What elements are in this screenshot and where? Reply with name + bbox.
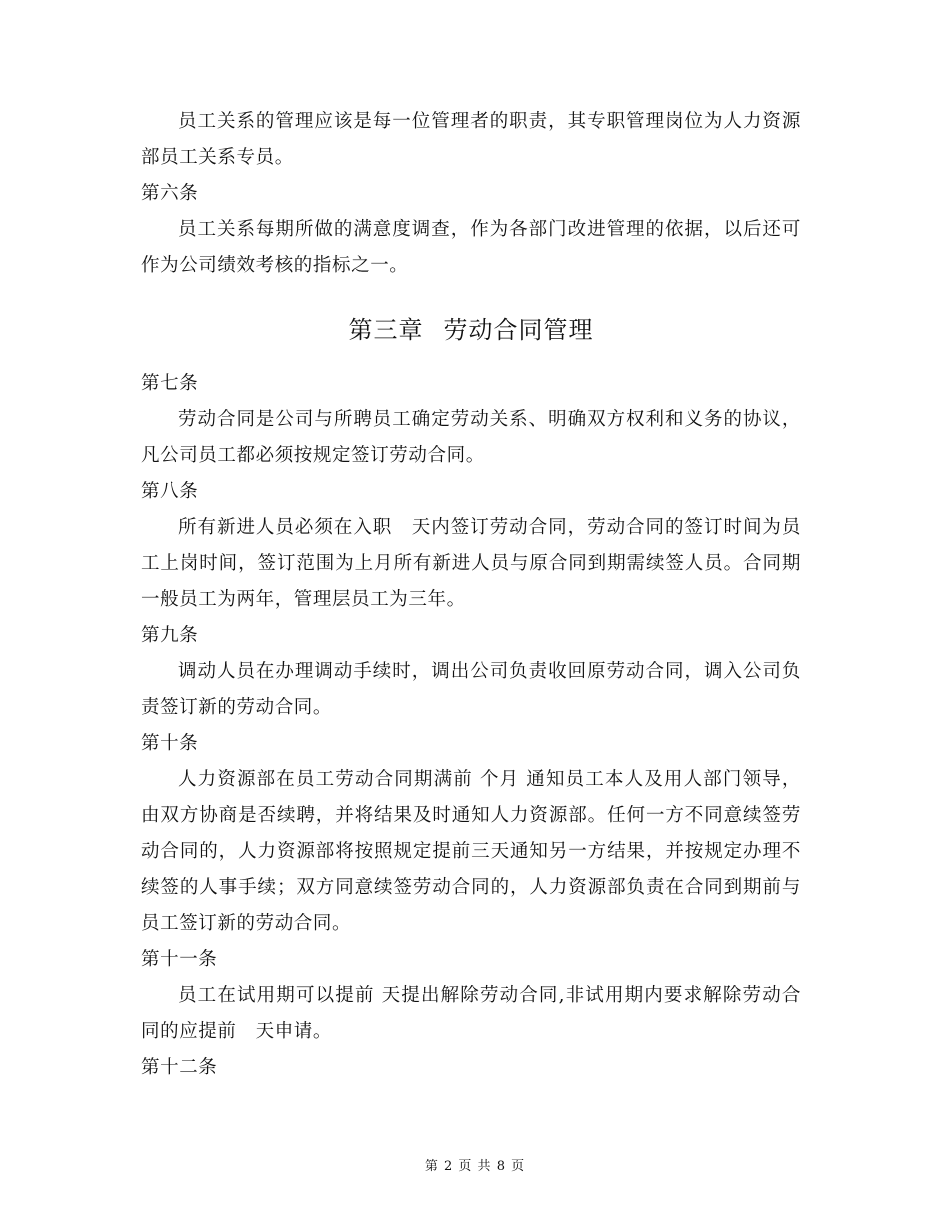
paragraph: 员工关系的管理应该是每一位管理者的职责，其专职管理岗位为人力资源部员工关系专员。 bbox=[141, 111, 801, 168]
chapter-title bbox=[141, 310, 801, 350]
paragraph: 人力资源部在员工劳动合同期满前 个月 通知员工本人及用人部门领导，由双方协商是否续聘，并将结果及时通知人力资源部。任何一方不同意续签劳动合同的，人力资源部将按照规定提前三天通知另一方结果，并按规定办理不续签的人事手续；双方同意续签劳动合同的，人力资源部负责在合同到期前与员工签订新的劳动合同。 bbox=[141, 769, 801, 934]
article-heading: 第十二条 bbox=[141, 1057, 218, 1078]
paragraph: 调动人员在办理调动手续时，调出公司负责收回原劳动合同，调入公司负责签订新的劳动合同。 bbox=[141, 661, 801, 718]
chapter-name: 劳动合同管理 bbox=[443, 316, 594, 344]
article-heading: 第十一条 bbox=[141, 949, 218, 970]
page-footer: 第 2 页 共 8 页 bbox=[424, 1159, 526, 1174]
article-heading: 第九条 bbox=[141, 625, 199, 646]
article-heading: 第八条 bbox=[141, 481, 199, 502]
chapter-number: 第三章 bbox=[348, 316, 424, 344]
paragraph: 劳动合同是公司与所聘员工确定劳动关系、明确双方权利和义务的协议，凡公司员工都必须按规定签订劳动合同。 bbox=[141, 409, 801, 466]
article-heading: 第六条 bbox=[141, 183, 199, 204]
paragraph: 员工在试用期可以提前 天提出解除劳动合同,非试用期内要求解除劳动合同的应提前 天申请。 bbox=[141, 985, 801, 1042]
paragraph: 员工关系每期所做的满意度调查，作为各部门改进管理的依据，以后还可作为公司绩效考核的指标之一。 bbox=[141, 219, 801, 276]
document-body bbox=[141, 104, 801, 1086]
paragraph: 所有新进人员必须在入职 天内签订劳动合同，劳动合同的签订时间为员工上岗时间，签订范围为上月所有新进人员与原合同到期需续签人员。合同期一般员工为两年，管理层员工为三年。 bbox=[141, 517, 801, 610]
article-heading: 第十条 bbox=[141, 733, 199, 754]
article-heading: 第七条 bbox=[141, 373, 199, 394]
